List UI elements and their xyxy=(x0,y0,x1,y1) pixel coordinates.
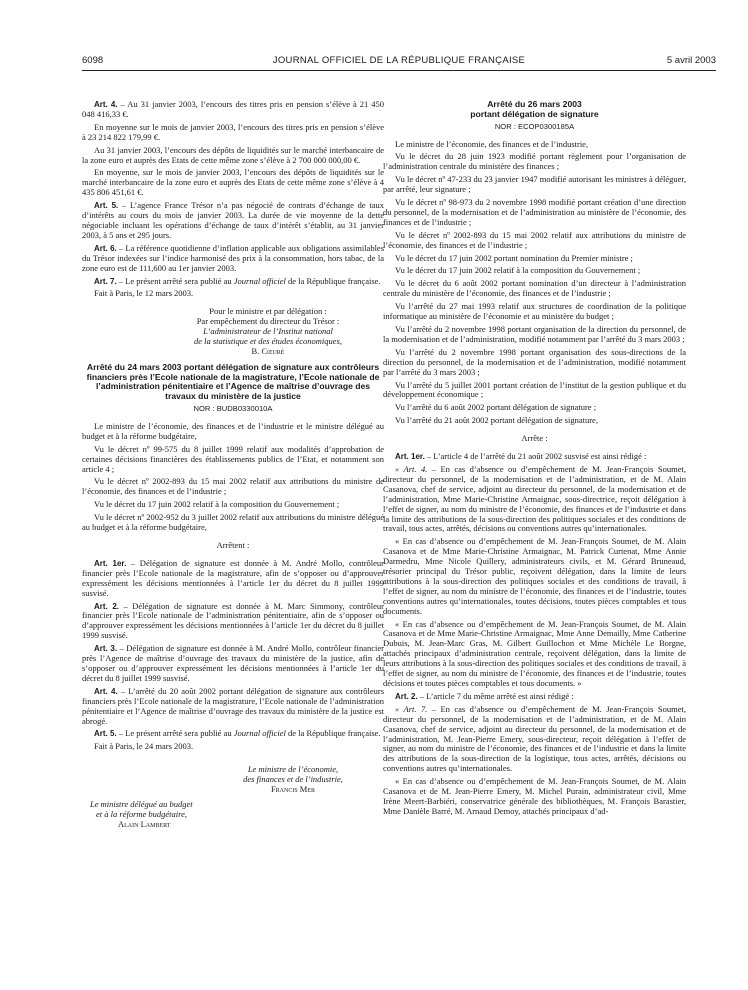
page-number: 6098 xyxy=(82,55,104,66)
vu-13: Vu l’arrêté du 21 août 2002 portant délégation de signature, xyxy=(395,415,598,426)
vu-decret-2002-952: Vu le décret nº 2002-952 du 3 juillet 2002 relatif aux attributions du ministre délégué au budget et à la réforme budgétaire, xyxy=(82,512,384,533)
preamble-minister: Le ministre de l’économie, des finances et de l’industrie, xyxy=(395,138,589,149)
quoted-art-4-p3: « En cas d’absence ou d’empêchement de M. Jean-François Soumet, de M. Alain Casanova et de Mme Marie-Christine Armaignac, Mme Anne Demailly, Mme Catherine Dubuis, M. Jean-Marc Gras, M. Gilbert Guillochon et Mme Michèle Le Borgne, attachés principaux d’administration centrale, reçoivent délégation, dans la limite de leurs attributions à la sous-direction des politiques sociales et des conditions de travail, à l’effet de signer, au nom du ministre de l’économie, des finances et de l’industrie, toutes décisions et toutes pièces comptables et tous documents. » xyxy=(383,618,686,688)
vu-decret-99-575: Vu le décret nº 99-575 du 8 juillet 1999 relatif aux modalités d’approbation de certaines décisions financières des établissements publics de l’Etat, et notamment son article 4 ; xyxy=(82,443,384,474)
quoted-art-7: « Art. 7. – En cas d’absence ou d’empêchement de M. Jean-François Soumet, directeur du personnel, de la modernisation et de l’administration, et de M. Alain Casanova, chef de service, adjoint au directeur du personnel, de la modernisation et de l’administration, M. Jean-Pierre Emery, sous-directeur, reçoit délégation à l’effet de signer, au nom du ministre de l’économie, des finances et de l’industrie et dans la limite des attributions de la sous-direction de la logistique, tous actes, arrêtés, décisions ou conventions autres qu’internationales. xyxy=(383,703,686,774)
nor-reference-2: NOR : ECOP0300185A xyxy=(494,121,575,131)
article-7: Art. 7. – Le présent arrêté sera publié au Journal officiel de la République française. xyxy=(94,275,381,286)
vu-6: Vu le décret du 17 juin 2002 relatif à la composition du Gouvernement ; xyxy=(395,265,641,276)
vu-7: Vu le décret du 6 août 2002 portant nomination d’un directeur à l’administration centrale du ministère de l’économie, des finances et de l’industrie ; xyxy=(383,278,686,299)
vu-2: Vu le décret nº 47-233 du 23 janvier 1947 modifié autorisant les ministres à déléguer, par arrêté, leur signature ; xyxy=(383,174,686,195)
vu-9: Vu l’arrêté du 2 novembre 1998 portant organisation de la direction du personnel, de la modernisation et de l’administration, modifié notamment par l’arrêté du 3 mars 2003 ; xyxy=(383,324,686,344)
art-5-publication: Art. 5. – Le présent arrêté sera publié au Journal officiel de la République française. xyxy=(94,728,381,739)
quoted-art-4-p2: « En cas d’absence ou d’empêchement de M. Jean-François Soumet, de M. Alain Casanova et de Mme Marie-Christine Armaignac, M. Patrick Curtenat, Mme Annie Darmedru, Mme Nicole Quillery, administrateurs civils, et M. Gérard Bruneaud, trésorier principal du Trésor public, reçoivent délégation, dans la limite de leurs attributions à la sous-direction des politiques sociales et des conditions de travail, à l’effet de signer, au nom du ministre de l’économie, des finances et de l’industrie, toutes conventions autres qu’internationales, toutes décisions, toutes pièces comptables et tous documents. xyxy=(383,536,686,616)
art-4-abrogation: Art. 4. – L’arrêté du 20 août 2002 portant délégation de signature aux contrôleurs financiers près l’Ecole nationale de la magistrature, l’Ecole nationale de l’administration pénitentiaire et l’Agence de maîtrise d’ouvrage des travaux du ministère de la justice est abrogé. xyxy=(82,685,384,726)
arretent-heading: Arrêtent : xyxy=(216,540,250,550)
header-rule xyxy=(82,70,716,71)
page-header xyxy=(82,55,716,71)
signature-3-name: Alain Lambert xyxy=(118,818,171,829)
fait-a-paris-1: Fait à Paris, le 12 mars 2003. xyxy=(94,288,194,299)
arrete-heading: Arrête : xyxy=(521,433,548,444)
quoted-art-4: « Art. 4. – En cas d’absence ou d’empêchement de M. Jean-François Soumet, directeur du personnel, de la modernisation et de l’administration, et de M. Alain Casanova, chef de service, adjoint au directeur du personnel, de la modernisation et de l’administration, Mme Marie-Christine Armaignac, sous-directrice, reçoit délégation à l’effet de signer, au nom du ministre de l’économie, des finances et de l’industrie et dans la limite des attributions de la sous-direction des politiques sociales et des conditions de travail, tous actes, arrêtés, décisions ou conventions autres qu’internationales. xyxy=(383,463,686,534)
vu-8: Vu l’arrêté du 27 mai 1993 relatif aux structures de coordination de la politique informatique au ministère de l’économie et au ministère du budget ; xyxy=(383,301,686,322)
journal-title: JOURNAL OFFICIEL DE LA RÉPUBLIQUE FRANÇAISE xyxy=(272,55,526,66)
art-1er: Art. 1er. – L’article 4 de l’arrêté du 21 août 2002 susvisé est ainsi rédigé : xyxy=(395,451,647,462)
preamble-ministers: Le ministre de l’économie, des finances et de l’industrie et le ministre délégué au budget et à la réforme budgétaire, xyxy=(82,420,384,441)
decree-title-26-mars: Arrêté du 26 mars 2003 portant délégation de signature xyxy=(470,99,599,119)
signature-1-name: B. Cœuré xyxy=(251,345,285,356)
fait-a-paris-2: Fait à Paris, le 24 mars 2003. xyxy=(94,741,194,752)
article-6: Art. 6. – La référence quotidienne d’inflation applicable aux obligations assimilables du Trésor indexées sur l’indice harmonisé des prix à la consommation, hors tabac, de la zone euro est de 111,600 au 1er janvier 2003. xyxy=(82,242,385,273)
signature-3-line-2: et à la réforme budgétaire, xyxy=(96,808,188,819)
signature-1-line-2: Par empêchement du directeur du Trésor : xyxy=(196,316,340,327)
art-1-delegation: Art. 1er. – Délégation de signature est donnée à M. André Mollo, contrôleur financier près l’Ecole nationale de la magistrature, afin de s’opposer ou d’approuver expressément les décisions mentionnées à l’article 1er du décret du 8 juillet 1999 susvisé. xyxy=(82,557,384,598)
vu-5: Vu le décret du 17 juin 2002 portant nomination du Premier ministre ; xyxy=(395,252,633,263)
vu-4: Vu le décret nº 2002-893 du 15 mai 2002 relatif aux attributions du ministre de l’économie, des finances et de l’industrie ; xyxy=(383,229,686,250)
article-4-p1: Art. 4. – Au 31 janvier 2003, l’encours des titres pris en pension s’élève à 21 450 048 416,33 €. xyxy=(82,99,385,119)
article-4-p4: En moyenne, sur le mois de janvier 2003, l’encours des dépôts de liquidités sur le marché interbancaire de la zone euro et auprès des Etats de cette même zone s’élève à 4 435 806 451,61 €. xyxy=(82,167,384,198)
signature-1-line-3: L’administrateur de l’Institut national xyxy=(203,326,333,337)
vu-decret-17-juin: Vu le décret du 17 juin 2002 relatif à la composition du Gouvernement ; xyxy=(94,499,340,510)
signature-2-name: Francis Mer xyxy=(270,784,316,795)
quoted-art-7-p2: « En cas d’absence ou d’empêchement de M. Jean-François Soumet, de M. Alain Casanova et de M. Jean-Pierre Emery, M. Michel Purain, administrateur civil, Mme Irène Meert-Barbiéri, conservatrice générale des bibliothèques, M. François Barastier, Mme Danièle Barré, M. Arnaud Demoy, attachés principaux d’ad- xyxy=(383,776,686,816)
issue-date: 5 avril 2003 xyxy=(666,55,716,66)
signature-2-line-1: Le ministre de l’économie, xyxy=(247,764,339,775)
vu-decret-2002-893: Vu le décret nº 2002-893 du 15 mai 2002 relatif aux attributions du ministre de l’économie, des finances et de l’industrie ; xyxy=(82,476,384,497)
vu-10: Vu l’arrêté du 2 novembre 1998 portant organisation des sous-directions de la direction du personnel, de la modernisation et de l’administration, modifié notamment par l’arrêté du 3 mars 2003 ; xyxy=(383,346,686,377)
vu-1: Vu le décret du 28 juin 1923 modifié portant règlement pour l’organisation de l’administration centrale du ministère des finances ; xyxy=(383,151,686,172)
signature-2-line-2: des finances et de l’industrie, xyxy=(243,774,343,785)
art-3-delegation: Art. 3. – Délégation de signature est donnée à M. André Mollo, contrôleur financier près l’Agence de maîtrise d’ouvrage des travaux du ministère de la justice, afin de s’opposer ou d’approuver expressément les décisions mentionnées à l’article 1er du décret du 8 juillet 1999 susvisé. xyxy=(82,643,384,683)
nor-reference-1: NOR : BUDB0330010A xyxy=(193,404,273,414)
signature-1-line-1: Pour le ministre et par délégation : xyxy=(209,306,327,317)
signature-1-line-4: de la statistique et des études économiques, xyxy=(193,336,342,347)
right-column xyxy=(383,100,686,820)
vu-12: Vu l’arrêté du 6 août 2002 portant délégation de signature ; xyxy=(395,402,597,413)
article-4-p3: Au 31 janvier 2003, l’encours des dépôts de liquidités sur le marché interbancaire de la zone euro et auprès des Etats de cette même zone s’élève à 2 700 000 000,00 €. xyxy=(82,144,384,165)
art-2: Art. 2. – L’article 7 du même arrêté est ainsi rédigé : xyxy=(395,690,574,701)
article-4-p2: En moyenne sur le mois de janvier 2003, l’encours des titres pris en pension s’élève à 23 214 822 179,99 €. xyxy=(82,121,384,142)
decree-title-24-mars: Arrêté du 24 mars 2003 portant délégation de signature aux contrôleurs financiers près l’Ecole nationale de la magistrature, l’Ecole nationale de l’administration pénitentiaire et l’Agence de maîtrise d’ouvrage des travaux du ministère de la justice xyxy=(86,361,380,402)
article-5: Art. 5. – L’agence France Trésor n’a pas négocié de contrats d’échange de taux d’intérêts au cours du mois de janvier 2003. La durée de vie moyenne de la dette négociable incluant les opérations d’échange de taux d’intérêt s’établit, au 31 janvier 2003, à 5 ans et 295 jours. xyxy=(82,200,385,240)
signature-3-line-1: Le ministre délégué au budget xyxy=(90,798,193,809)
art-2-delegation: Art. 2. – Délégation de signature est donnée à M. Marc Simmony, contrôleur financier près l’Ecole nationale de l’administration pénitentiaire, afin de s’opposer ou d’approuver expressément les décisions mentionnées à l’article 1er du décret du 8 juillet 1999 susvisé. xyxy=(82,600,384,641)
vu-3: Vu le décret nº 98-973 du 2 novembre 1998 modifié portant création d’une direction du personnel, de la modernisation et de l’administration au ministère de l’économie, des finances et de l’industrie ; xyxy=(383,197,686,227)
left-column xyxy=(82,100,384,830)
vu-11: Vu l’arrêté du 5 juillet 2001 portant création de l’institut de la gestion publique et du développement économique ; xyxy=(383,379,686,400)
